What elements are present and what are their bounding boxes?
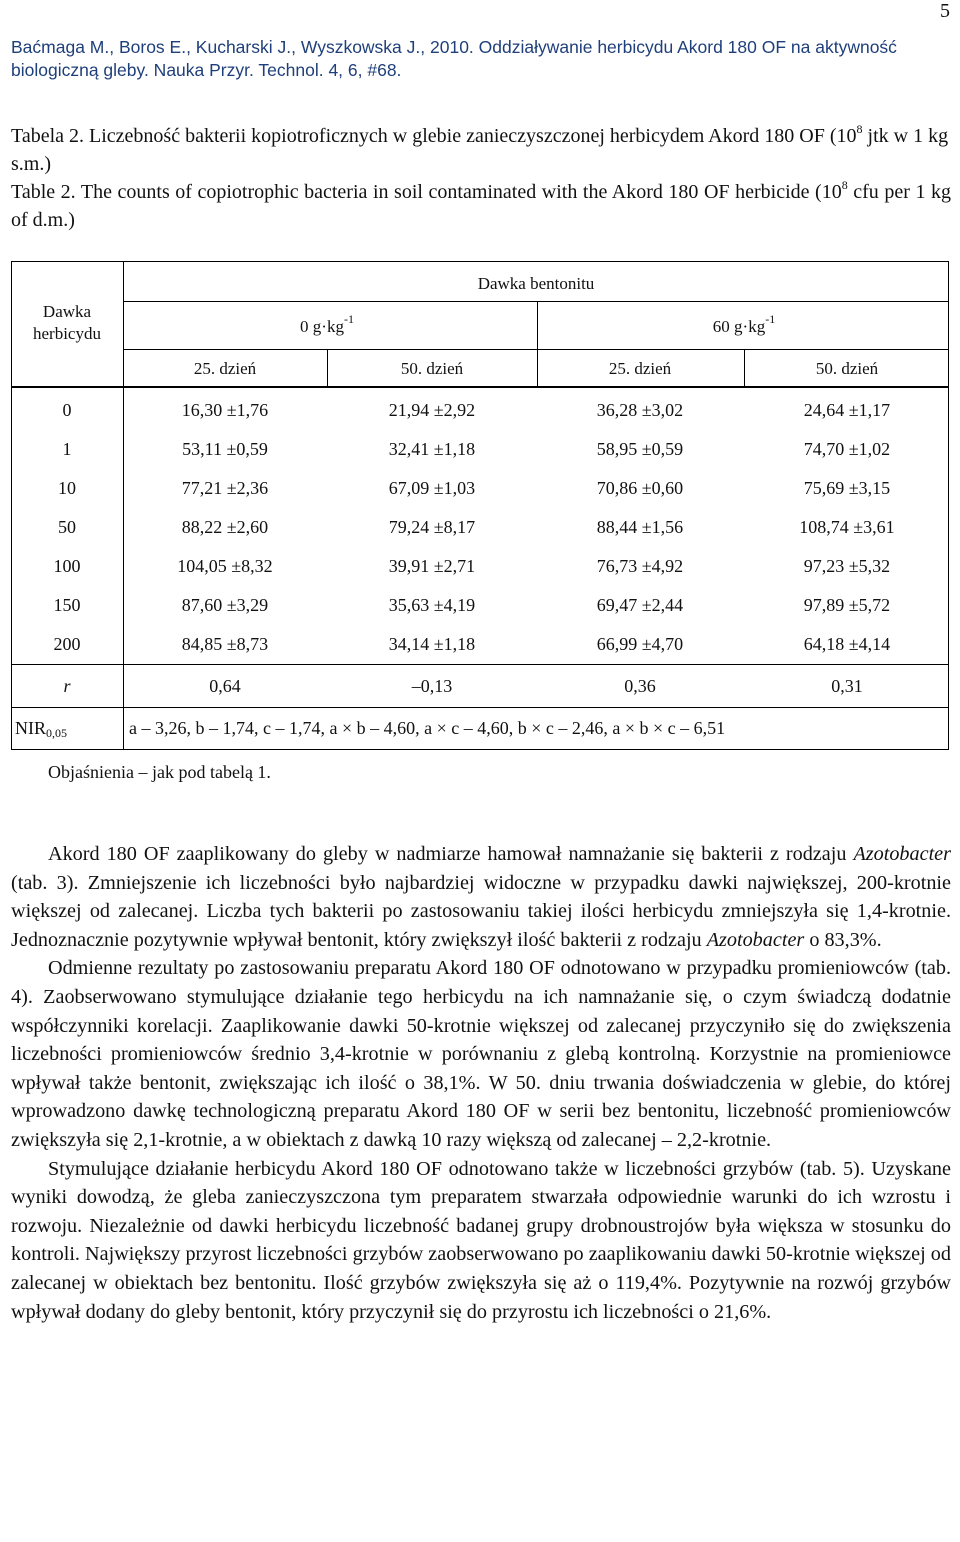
day-divider-2 (744, 349, 745, 386)
value-cell: 21,94 ±2,92 (388, 400, 476, 420)
dose-heading-0-text: 0 g·kg (300, 317, 344, 336)
body-text (11, 840, 951, 1326)
nir-value: a – 3,26, b – 1,74, c – 1,74, a × b – 4,60, a × c – 4,60, b × c – 2,46, a × b × c – 6,51 (129, 718, 726, 738)
dose-heading-60-exponent: -1 (765, 312, 776, 326)
caption-pl-exponent: 8 (856, 122, 863, 136)
row-dose: 50 (58, 517, 76, 537)
day-heading: 25. dzień (608, 359, 672, 378)
value-cell: 24,64 ±1,17 (803, 400, 891, 420)
data-table (11, 261, 949, 749)
value-cell: 87,60 ±3,29 (181, 595, 269, 615)
dose-heading-0-exponent: -1 (343, 312, 354, 326)
r-value: 0,64 (209, 676, 241, 696)
dose-heading-0 (300, 312, 354, 338)
day-heading: 50. dzień (400, 359, 464, 378)
row-dose: 1 (62, 439, 72, 459)
value-cell: 69,47 ±2,44 (596, 595, 684, 615)
caption-en-text: Table 2. The counts of copiotrophic bacteria in soil contaminated with the Akord 180 OF herbicide (10 (11, 181, 842, 203)
nir-label-text: NIR (15, 718, 46, 738)
paragraph-2: Odmienne rezultaty po zastosowaniu preparatu Akord 180 OF odnotowano w przypadku promieniowców (tab. 4). Zaobserwowano stymulujące działanie tego herbicydu na ich namnażanie się, o czym świadczą dodatnie współczynniki korelacji. Zaaplikowanie dawki 50-krotnie większej od zalecanej przyczyniło się do zwiększenia liczebności promieniowców średnio 3,4-krotnie w porównaniu z glebą kontrolną. Korzystnie na promieniowce wpływał także bentonit, zwiększając ich ilość o 38,1%. W 50. dniu trwania doświadczenia w glebie, do której wprowadzono dawkę technologiczną preparatu Akord 180 OF w serii bez bentonitu, liczebność promieniowców zwiększyła się 2,1-krotnie, a w obiektach z dawką 10 razy większą od zalecanej – 2,2-krotnie. (11, 957, 951, 1151)
citation: Baćmaga M., Boros E., Kucharski J., Wyszkowska J., 2010. Oddziaływanie herbicydu Akord 180 OF na aktywność biologiczną gleby. Nauka Przyr. Technol. 4, 6, #68. (11, 37, 897, 80)
value-cell: 35,63 ±4,19 (388, 595, 476, 615)
nir-label (15, 717, 67, 744)
value-cell: 70,86 ±0,60 (596, 478, 684, 498)
row-dose: 150 (53, 595, 81, 615)
paragraph-3: Stymulujące działanie herbicydu Akord 180 OF odnotowano także w liczebności grzybów (tab. 5). Uzyskane wyniki dowodzą, że gleba zanieczyszczona tym preparatem stwarzała odpowiednie warunki do ich wzrostu i rozwoju. Niezależnie od dawki herbicydu liczebność badanej grupy drobnoustrojów była większa w stosunku do kontroli. Największy przyrost liczebności grzybów zaobserwowano po zaaplikowaniu dawki 50-krotnie większej od zalecanej w obiektach bez bentonitu. Ilość grzybów zwiększyła się aż o 119,4%. Pozytywnie na rozwój grzybów wpływał dodany do gleby bentonit, który przyczynił się do przyrostu ich liczebności o 21,6%. (11, 1157, 951, 1323)
value-cell: 74,70 ±1,02 (803, 439, 891, 459)
value-cell: 34,14 ±1,18 (388, 634, 476, 654)
r-label: r (63, 676, 71, 696)
value-cell: 108,74 ±3,61 (799, 517, 895, 537)
value-cell: 88,44 ±1,56 (596, 517, 684, 537)
genus-name: Azotobacter (706, 928, 805, 951)
nir-label-subscript: 0,05 (46, 726, 67, 740)
day-heading: 50. dzień (815, 359, 879, 378)
value-cell: 53,11 ±0,59 (182, 439, 268, 459)
dose-heading-60-text: 60 g·kg (712, 317, 766, 336)
value-cell: 39,91 ±2,71 (388, 556, 476, 576)
paragraph-1-part-c: o 83,3%. (804, 928, 882, 951)
group-heading: Dawka bentonitu (477, 274, 595, 293)
table-note: Objaśnienia – jak pod tabelą 1. (48, 762, 271, 782)
value-cell: 77,21 ±2,36 (181, 478, 269, 498)
stub-heading-line-2: herbicydu (33, 324, 101, 343)
value-cell: 66,99 ±4,70 (596, 634, 684, 654)
dose-divider (537, 301, 538, 386)
value-cell: 79,24 ±8,17 (388, 517, 476, 537)
dose-heading-60 (712, 312, 776, 338)
table-right-border (948, 261, 949, 749)
stub-heading (11, 301, 123, 345)
genus-name: Azotobacter (853, 843, 951, 865)
table-top-rule (11, 261, 949, 262)
caption-en-unit: cfu per 1 kg of d.m.) (11, 181, 951, 231)
value-cell: 97,89 ±5,72 (803, 595, 891, 615)
caption-en-exponent: 8 (841, 178, 848, 192)
row-dose: 10 (58, 478, 76, 498)
row-dose: 0 (62, 400, 72, 420)
value-cell: 76,73 ±4,92 (596, 556, 684, 576)
value-cell: 58,95 ±0,59 (596, 439, 684, 459)
group-head-rule (123, 301, 949, 302)
row-dose: 200 (53, 634, 81, 654)
caption-pl-unit: jtk w 1 kg s.m.) (11, 125, 949, 175)
r-value: 0,36 (624, 676, 656, 696)
r-value: –0,13 (411, 676, 453, 696)
table-bottom-rule (11, 749, 949, 750)
value-cell: 88,22 ±2,60 (181, 517, 269, 537)
table-caption-polish (11, 122, 951, 178)
paragraph-1 (11, 840, 951, 954)
day-divider-1 (327, 349, 328, 386)
row-dose: 100 (53, 556, 81, 576)
caption-pl-text: Tabela 2. Liczebność bakterii kopiotroficznych w glebie zanieczyszczonej herbicydem Akord 180 OF (10 (11, 125, 857, 147)
stub-divider (123, 261, 124, 749)
paragraph-1-part-a: Akord 180 OF zaaplikowany do gleby w nadmiarze hamował namnażanie się bakterii z rodzaju (48, 843, 854, 865)
value-cell: 64,18 ±4,14 (803, 634, 891, 654)
header-bottom-rule (11, 386, 949, 388)
day-heading: 25. dzień (193, 359, 257, 378)
value-cell: 32,41 ±1,18 (388, 439, 476, 459)
value-cell: 104,05 ±8,32 (177, 556, 273, 576)
value-cell: 36,28 ±3,02 (596, 400, 684, 420)
value-cell: 75,69 ±3,15 (803, 478, 891, 498)
table-caption-english (11, 178, 951, 234)
value-cell: 67,09 ±1,03 (388, 478, 476, 498)
stub-heading-line-1: Dawka (42, 302, 92, 321)
data-bottom-rule (11, 664, 949, 665)
value-cell: 16,30 ±1,76 (181, 400, 269, 420)
dose-head-rule (123, 349, 949, 350)
paragraph-1-part-b: (tab. 3). Zmniejszenie ich liczebności było najbardziej widoczne w przypadku dawki największej, 200-krotnie większej od zalecanej. Liczba tych bakterii po zastosowaniu takiej ilości herbicydu zmniejszyła się 1,4-krotnie. Jednoznacznie pozytywnie wpływał bentonit, który zwiększył ilość bakterii z rodzaju (11, 871, 951, 951)
value-cell: 97,23 ±5,32 (803, 556, 891, 576)
page-number: 5 (940, 0, 950, 22)
r-value: 0,31 (831, 676, 863, 696)
r-bottom-rule (11, 707, 949, 708)
value-cell: 84,85 ±8,73 (181, 634, 269, 654)
